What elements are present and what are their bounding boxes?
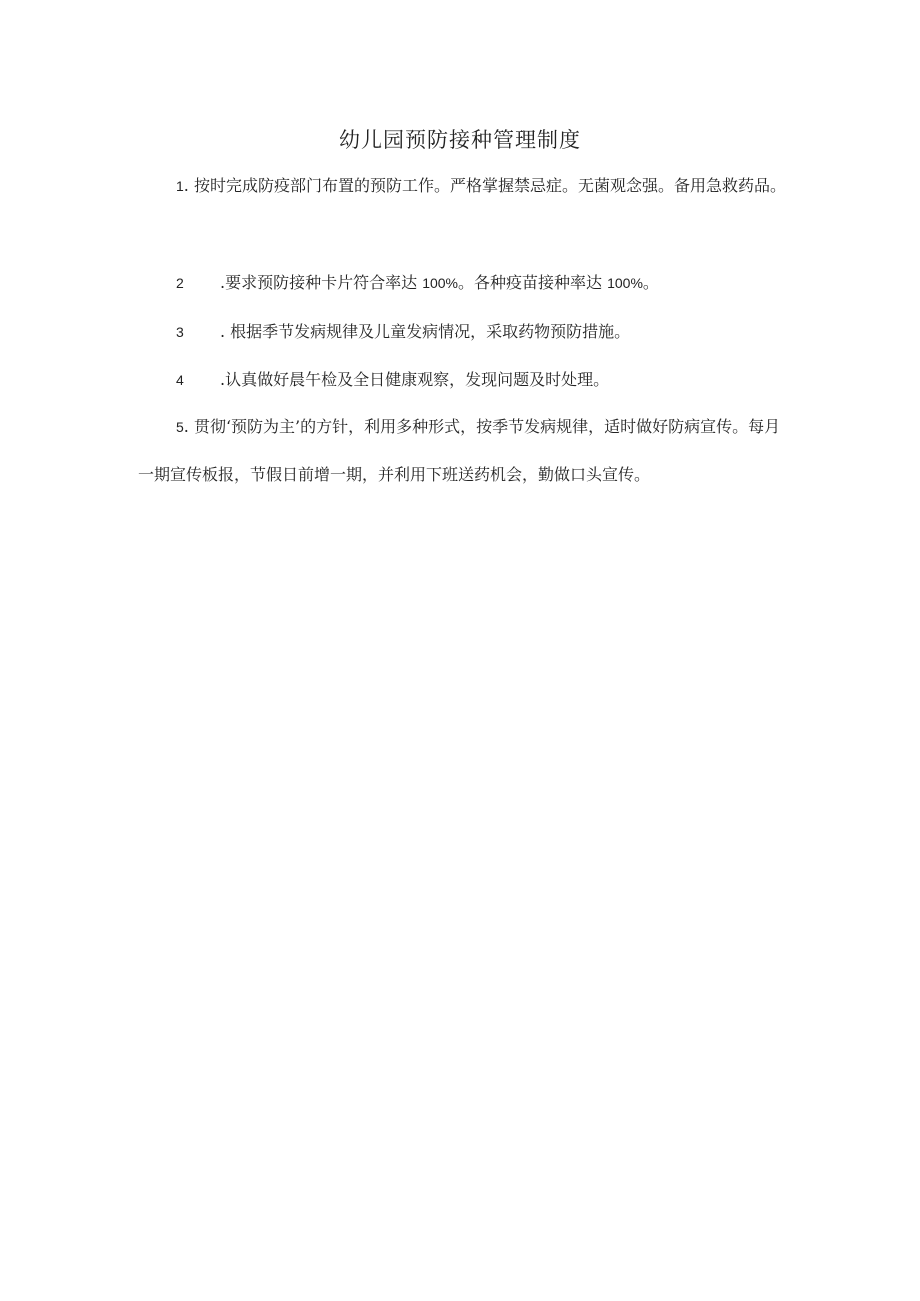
item-text: .认真做好晨午检及全日健康观察，发现问题及时处理。 xyxy=(220,370,610,389)
item-number: 3 xyxy=(176,324,184,340)
list-item-3 xyxy=(138,308,788,356)
item-text: . 根据季节发病规律及儿童发病情况，采取药物预防措施。 xyxy=(220,322,631,341)
item-text-middle: 。各种疫苗接种率达 xyxy=(458,273,608,292)
item-number: 2 xyxy=(176,275,184,291)
item-number: 1 xyxy=(176,178,184,194)
item-number: 4 xyxy=(176,372,184,388)
item-text-end: 。 xyxy=(642,273,659,292)
item-percent-2: 100% xyxy=(607,275,643,291)
item-text: . 按时完成防疫部门布置的预防工作。严格掌握禁忌症。无菌观念强。备用急救药品。 xyxy=(183,176,786,195)
list-item-1 xyxy=(138,162,788,210)
item-percent-1: 100% xyxy=(422,275,458,291)
list-item-5 xyxy=(138,403,788,499)
item-text-start: .要求预防接种卡片符合率达 xyxy=(220,273,423,292)
list-item-2 xyxy=(138,259,788,307)
document-title: 幼儿园预防接种管理制度 xyxy=(339,128,581,152)
item-text: . 贯彻‘预防为主’的方针，利用多种形式，按季节发病规律，适时做好防病宣传。每月一期宣传板报，节假日前增一期，并利用下班送药机会，勤做口头宣传。 xyxy=(138,417,781,484)
list-item-4 xyxy=(138,356,788,404)
item-number: 5 xyxy=(176,419,184,435)
